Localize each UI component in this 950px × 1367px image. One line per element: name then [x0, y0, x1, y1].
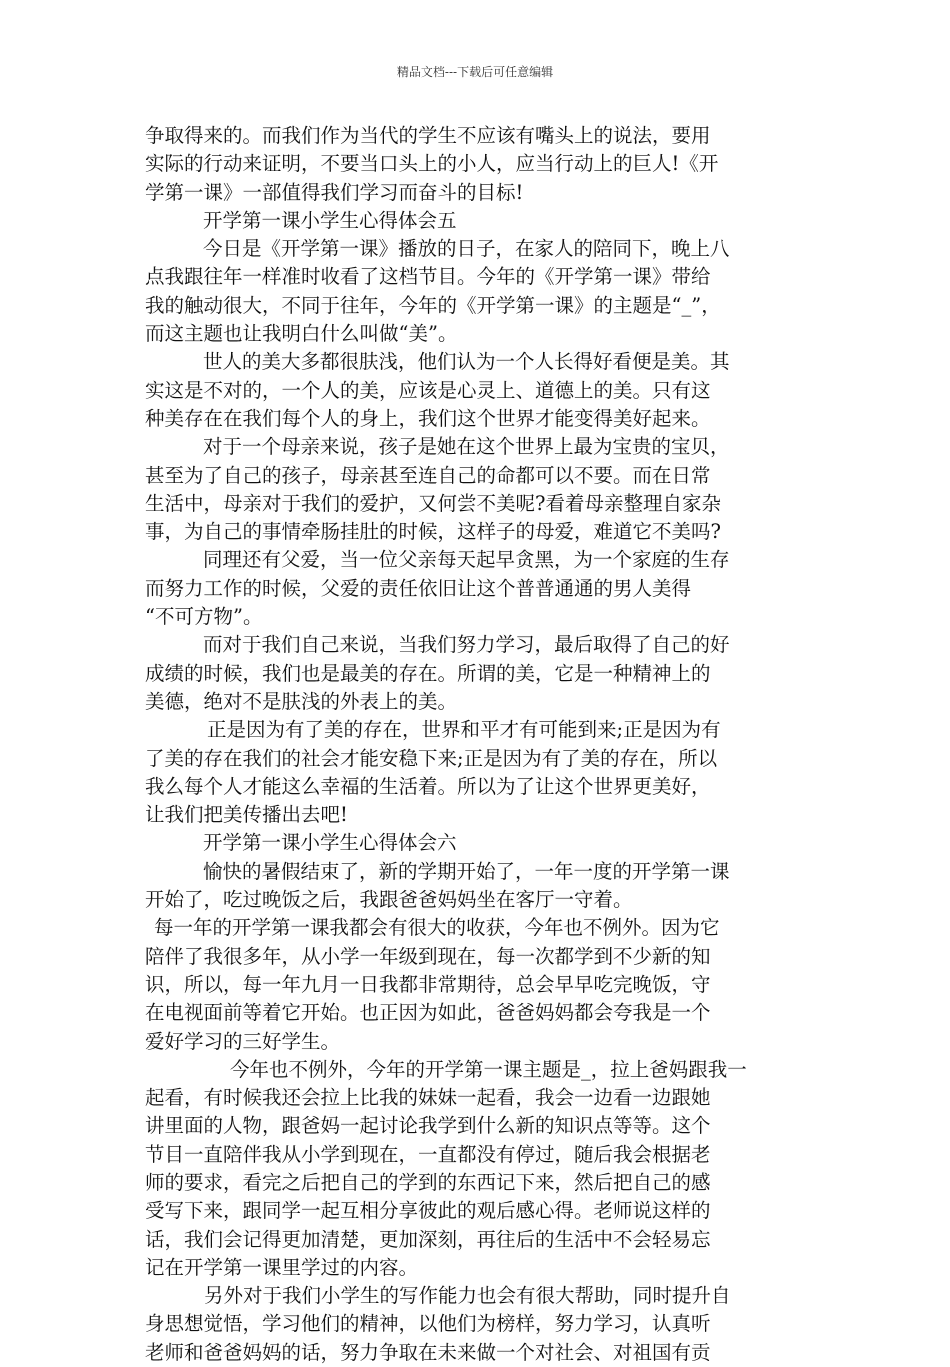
document-body	[145, 122, 808, 1367]
text-line: 而这主题也让我明白什么叫做“美”。	[145, 322, 458, 346]
text-line: 起看，有时候我还会拉上比我的妹妹一起看，我会一边看一边跟她	[145, 1086, 711, 1110]
text-line: 师的要求，看完之后把自己的学到的东西记下来，然后把自己的感	[145, 1170, 711, 1194]
text-line: 而对于我们自己来说，当我们努力学习，最后取得了自己的好	[203, 633, 730, 657]
text-line: 开始了，吃过晚饭之后，我跟爸爸妈妈坐在客厅一守着。	[145, 888, 633, 912]
section-heading: 开学第一课小学生心得体会五	[203, 208, 457, 232]
text-line: 世人的美大多都很肤浅，他们认为一个人长得好看便是美。其	[203, 350, 730, 374]
text-line: 爱好学习的三好学生。	[145, 1029, 341, 1053]
text-line: 节目一直陪伴我从小学到现在，一直都没有停过，随后我会根据老	[145, 1142, 711, 1166]
text-line: 识，所以，每一年九月一日我都非常期待，总会早早吃完晚饭，守	[145, 972, 711, 996]
text-line: 种美存在在我们每个人的身上，我们这个世界才能变得美好起来。	[145, 406, 711, 430]
text-line: 受写下来，跟同学一起互相分享彼此的观后感心得。老师说这样的	[145, 1199, 711, 1223]
text-line: 话，我们会记得更加清楚，更加深刻，再往后的生活中不会轻易忘	[145, 1227, 711, 1251]
text-line: 讲里面的人物，跟爸妈一起讨论我学到什么新的知识点等等。这个	[145, 1114, 711, 1138]
text-line: 我的触动很大，不同于往年，今年的《开学第一课》的主题是“_”，	[145, 293, 721, 317]
text-line: 生活中，母亲对于我们的爱护，又何尝不美呢?看着母亲整理自家杂	[145, 491, 721, 515]
text-line: 而努力工作的时候，父爱的责任依旧让这个普普通通的男人美得	[145, 576, 692, 600]
text-line: 愉快的暑假结束了，新的学期开始了，一年一度的开学第一课	[203, 859, 730, 883]
text-line: 在电视面前等着它开始。也正因为如此，爸爸妈妈都会夸我是一个	[145, 1001, 711, 1025]
text-line: 同理还有父爱，当一位父亲每天起早贪黑，为一个家庭的生存	[203, 548, 730, 572]
text-line: 记在开学第一课里学过的内容。	[145, 1255, 419, 1279]
section-heading: 开学第一课小学生心得体会六	[203, 831, 457, 855]
text-line: 了美的存在我们的社会才能安稳下来;正是因为有了美的存在，所以	[145, 746, 718, 770]
text-line: 身思想觉悟，学习他们的精神，以他们为榜样，努力学习，认真听	[145, 1312, 711, 1336]
text-line: 争取得来的。而我们作为当代的学生不应该有嘴头上的说法，要用	[145, 124, 711, 147]
text-line: 实际的行动来证明，不要当口头上的小人，应当行动上的巨人!《开	[145, 152, 719, 176]
text-line: 今日是《开学第一课》播放的日子，在家人的陪同下，晚上八	[203, 237, 730, 261]
text-line: 正是因为有了美的存在，世界和平才有可能到来;正是因为有	[207, 718, 721, 742]
text-line: 每一年的开学第一课我都会有很大的收获，今年也不例外。因为它	[154, 916, 720, 940]
text-line: 今年也不例外，今年的开学第一课主题是_，拉上爸妈跟我一	[230, 1057, 747, 1081]
text-line: “不可方物”。	[145, 605, 263, 629]
text-line: 学第一课》一部值得我们学习而奋斗的目标!	[145, 180, 524, 204]
text-line: 点我跟往年一样准时收看了这档节目。今年的《开学第一课》带给	[145, 265, 711, 289]
text-line: 事，为自己的事情牵肠挂肚的时候，这样子的母爱，难道它不美吗?	[145, 520, 721, 544]
text-line: 让我们把美传播出去吧!	[145, 803, 348, 827]
text-line: 成绩的时候，我们也是最美的存在。所谓的美，它是一种精神上的	[145, 661, 711, 685]
text-line: 陪伴了我很多年，从小学一年级到现在，每一次都学到不少新的知	[145, 944, 711, 968]
page-header: 精品文档---下载后可任意编辑	[396, 65, 554, 79]
text-line: 美德，绝对不是肤浅的外表上的美。	[145, 689, 458, 713]
text-line: 老师和爸爸妈妈的话，努力争取在未来做一个对社会、对祖国有贡	[145, 1340, 711, 1364]
text-line: 我么每个人才能这么幸福的生活着。所以为了让这个世界更美好，	[145, 774, 711, 798]
text-line: 对于一个母亲来说，孩子是她在这个世界上最为宝贵的宝贝，	[203, 435, 730, 459]
text-line: 实这是不对的，一个人的美，应该是心灵上、道德上的美。只有这	[145, 378, 711, 402]
text-line: 另外对于我们小学生的写作能力也会有很大帮助，同时提升自	[204, 1284, 731, 1308]
text-line: 甚至为了自己的孩子，母亲甚至连自己的命都可以不要。而在日常	[145, 463, 711, 487]
